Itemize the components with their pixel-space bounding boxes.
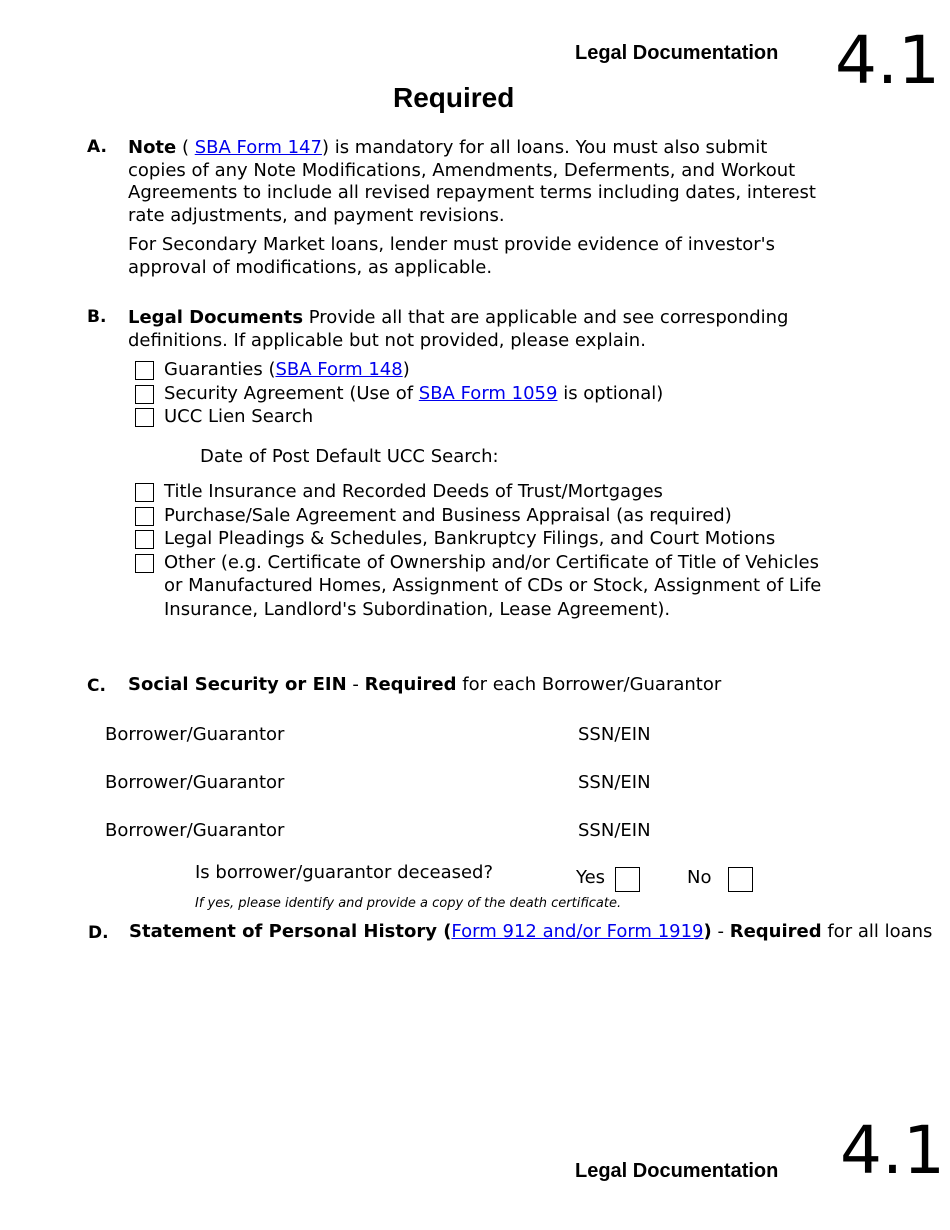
title-insurance-checkbox[interactable] [135, 483, 154, 502]
guaranties-checkbox[interactable] [135, 361, 154, 380]
section-a-letter: A. [87, 137, 107, 157]
section-d-rest: for all loans [821, 921, 933, 942]
section-b-title: Legal Documents [128, 307, 304, 328]
footer-section-label: Legal Documentation [575, 1160, 779, 1182]
section-a-text: ) is mandatory for all loans. You must also submit copies of any Note Modifications, Amendments, Deferments, and Workout Agreements to include all revised repayment terms including dates, interest rate adjustments, and payment revisions. [128, 137, 816, 226]
other-checkbox[interactable] [135, 554, 154, 573]
form-912-1919-link[interactable]: Form 912 and/or Form 1919 [451, 921, 704, 942]
section-b-instructions: Provide all that are applicable and see corresponding definitions. If applicable but not provided, please explain. [128, 307, 789, 351]
ssn-ein-label-3: SSN/EIN [578, 820, 651, 841]
ssn-ein-label-2: SSN/EIN [578, 772, 651, 793]
section-c-dash: - [346, 674, 365, 695]
checklist-item-title-insurance [135, 480, 824, 504]
section-c-heading [128, 674, 721, 695]
legal-pleadings-label: Legal Pleadings & Schedules, Bankruptcy Filings, and Court Motions [164, 528, 776, 549]
section-b-checklist-top [135, 358, 824, 429]
footer-section-number: 4.1 [840, 1112, 945, 1189]
checklist-item-other [135, 551, 824, 622]
ucc-lien-search-label: UCC Lien Search [164, 406, 314, 427]
deceased-yes-label: Yes [576, 867, 606, 888]
ucc-date-label: Date of Post Default UCC Search: [200, 446, 499, 467]
borrower-guarantor-label-3: Borrower/Guarantor [105, 820, 285, 841]
section-c-required: Required [364, 674, 457, 695]
other-label: Other (e.g. Certificate of Ownership and/or Certificate of Title of Vehicles or Manufactured Homes, Assignment of CDs or Stock, Assignment of Life Insurance, Landlord's Subordination, Lease Agreement). [164, 551, 822, 620]
title-insurance-label: Title Insurance and Recorded Deeds of Trust/Mortgages [164, 481, 663, 502]
section-a-secondary-market-text: For Secondary Market loans, lender must provide evidence of investor's approval of modifications, as applicable. [128, 234, 775, 278]
borrower-guarantor-label-2: Borrower/Guarantor [105, 772, 285, 793]
guaranties-label: Guaranties ( [164, 359, 276, 380]
section-a-open-paren: ( [176, 137, 195, 158]
legal-pleadings-checkbox[interactable] [135, 530, 154, 549]
guaranties-label-end: ) [402, 359, 410, 380]
header-section-label: Legal Documentation [575, 42, 779, 64]
sba-form-148-link[interactable]: SBA Form 148 [275, 359, 403, 380]
deceased-no-label: No [687, 867, 712, 888]
purchase-sale-label: Purchase/Sale Agreement and Business Appraisal (as required) [164, 504, 732, 526]
security-agreement-checkbox[interactable] [135, 385, 154, 404]
section-d-dash: - [711, 921, 730, 942]
section-a-paragraph [128, 137, 828, 227]
checklist-item-legal-pleadings [135, 527, 824, 551]
deceased-yes-checkbox[interactable] [615, 867, 640, 892]
checklist-item-purchase-sale [135, 504, 824, 528]
section-d-required: Required [729, 921, 822, 942]
section-d-heading [129, 921, 932, 942]
section-d-close-paren: ) [703, 921, 712, 942]
ucc-lien-search-checkbox[interactable] [135, 408, 154, 427]
checklist-item-guaranties [135, 358, 824, 382]
purchase-sale-checkbox[interactable] [135, 507, 154, 526]
section-a-note-label: Note [128, 137, 177, 158]
borrower-guarantor-label-1: Borrower/Guarantor [105, 724, 285, 745]
sba-form-147-link[interactable]: SBA Form 147 [194, 137, 322, 158]
checklist-item-ucc-lien-search [135, 405, 824, 429]
section-d-title: Statement of Personal History ( [129, 921, 452, 942]
section-c-title: Social Security or EIN [128, 674, 347, 695]
deceased-question: Is borrower/guarantor deceased? [195, 862, 494, 883]
sba-form-1059-link[interactable]: SBA Form 1059 [418, 382, 558, 404]
section-c-heading-rest: for each Borrower/Guarantor [456, 674, 722, 695]
deceased-no-checkbox[interactable] [728, 867, 753, 892]
security-agreement-label: Security Agreement (Use of [164, 382, 419, 404]
section-d-letter: D. [88, 923, 109, 943]
section-c-letter: C. [87, 676, 106, 696]
section-b-letter: B. [87, 307, 107, 327]
section-b-checklist-bottom [135, 480, 824, 621]
page-title: Required [393, 82, 515, 113]
header-section-number: 4.1 [835, 22, 940, 99]
ssn-ein-label-1: SSN/EIN [578, 724, 651, 745]
checklist-item-security-agreement [135, 382, 824, 406]
security-agreement-label-end: is optional) [557, 382, 664, 404]
deceased-note: If yes, please identify and provide a copy of the death certificate. [195, 896, 622, 911]
section-b-heading [128, 307, 828, 352]
